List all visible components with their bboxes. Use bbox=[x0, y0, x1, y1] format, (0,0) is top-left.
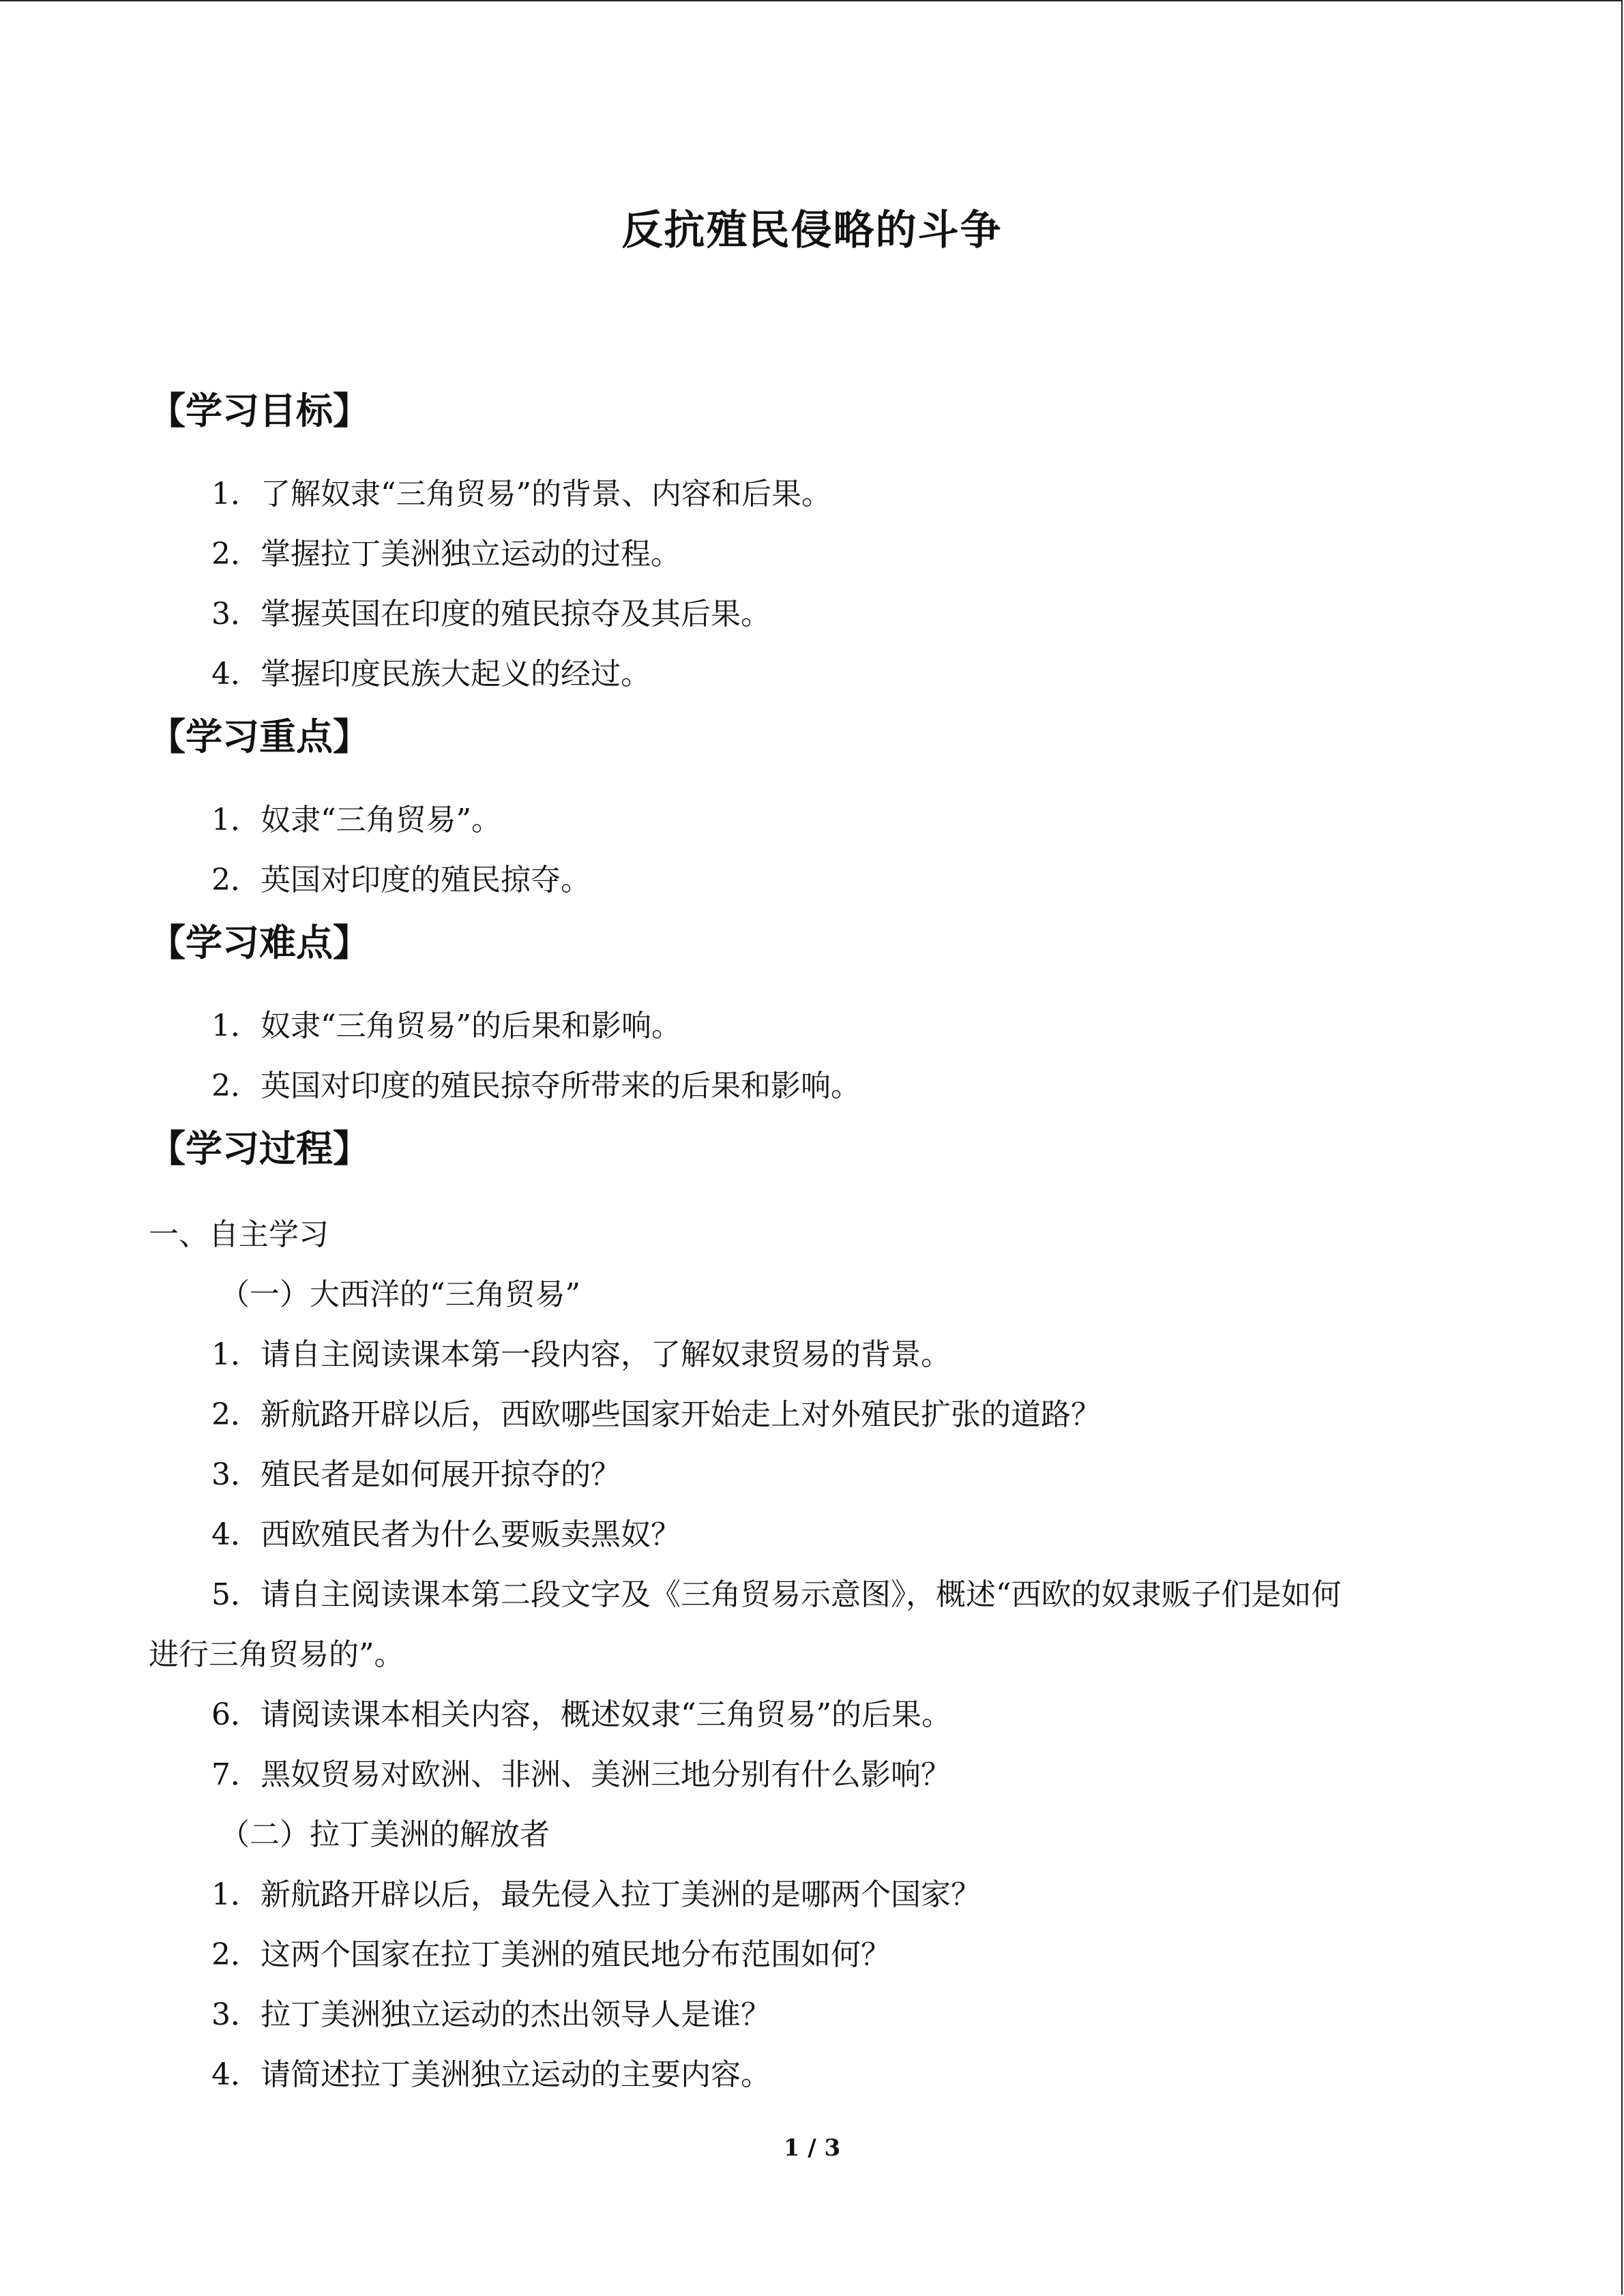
question-item-continuation: 进行三角贸易的”。 bbox=[149, 1637, 404, 1672]
subsection-title: （一）大西洋的“三角贸易” bbox=[220, 1277, 580, 1312]
section-heading-goals: 【学习目标】 bbox=[149, 389, 370, 432]
question-item: 1．新航路开辟以后，最先侵入拉丁美洲的是哪两个国家？ bbox=[211, 1877, 981, 1912]
question-item: 1．请自主阅读课本第一段内容，了解奴隶贸易的背景。 bbox=[211, 1337, 951, 1372]
page-number: 1 / 3 bbox=[783, 2134, 841, 2162]
difficulty-item: 1．奴隶“三角贸易”的后果和影响。 bbox=[211, 1009, 681, 1043]
question-item: 7．黑奴贸易对欧洲、非洲、美洲三地分别有什么影响？ bbox=[211, 1757, 951, 1792]
goal-item: 3．掌握英国在印度的殖民掠夺及其后果。 bbox=[211, 597, 771, 631]
question-item: 3．殖民者是如何展开掠夺的？ bbox=[211, 1457, 621, 1492]
question-item: 6．请阅读课本相关内容，概述奴隶“三角贸易”的后果。 bbox=[211, 1697, 951, 1732]
question-item: 5．请自主阅读课本第二段文字及《三角贸易示意图》，概述“西欧的奴隶贩子们是如何 bbox=[211, 1577, 1342, 1612]
keypoint-item: 1．奴隶“三角贸易”。 bbox=[211, 803, 501, 837]
goal-item: 2．掌握拉丁美洲独立运动的过程。 bbox=[211, 537, 681, 571]
question-item: 4．西欧殖民者为什么要贩卖黑奴？ bbox=[211, 1517, 681, 1552]
goal-item: 1．了解奴隶“三角贸易”的背景、内容和后果。 bbox=[211, 477, 831, 511]
difficulty-item: 2．英国对印度的殖民掠夺所带来的后果和影响。 bbox=[211, 1069, 861, 1103]
keypoint-item: 2．英国对印度的殖民掠夺。 bbox=[211, 863, 591, 897]
question-item: 4．请简述拉丁美洲独立运动的主要内容。 bbox=[211, 2057, 771, 2092]
document-title: 反抗殖民侵略的斗争 bbox=[621, 207, 1003, 254]
question-item: 2．新航路开辟以后，西欧哪些国家开始走上对外殖民扩张的道路？ bbox=[211, 1397, 1101, 1432]
subsection-title: （二）拉丁美洲的解放者 bbox=[220, 1817, 550, 1852]
section-heading-process: 【学习过程】 bbox=[149, 1127, 370, 1170]
goal-item: 4．掌握印度民族大起义的经过。 bbox=[211, 657, 651, 691]
section-heading-difficulties: 【学习难点】 bbox=[149, 921, 370, 964]
part-title: 一、自主学习 bbox=[149, 1217, 329, 1252]
section-heading-keypoints: 【学习重点】 bbox=[149, 715, 370, 758]
question-item: 3．拉丁美洲独立运动的杰出领导人是谁？ bbox=[211, 1997, 771, 2032]
question-item: 2．这两个国家在拉丁美洲的殖民地分布范围如何？ bbox=[211, 1937, 891, 1972]
